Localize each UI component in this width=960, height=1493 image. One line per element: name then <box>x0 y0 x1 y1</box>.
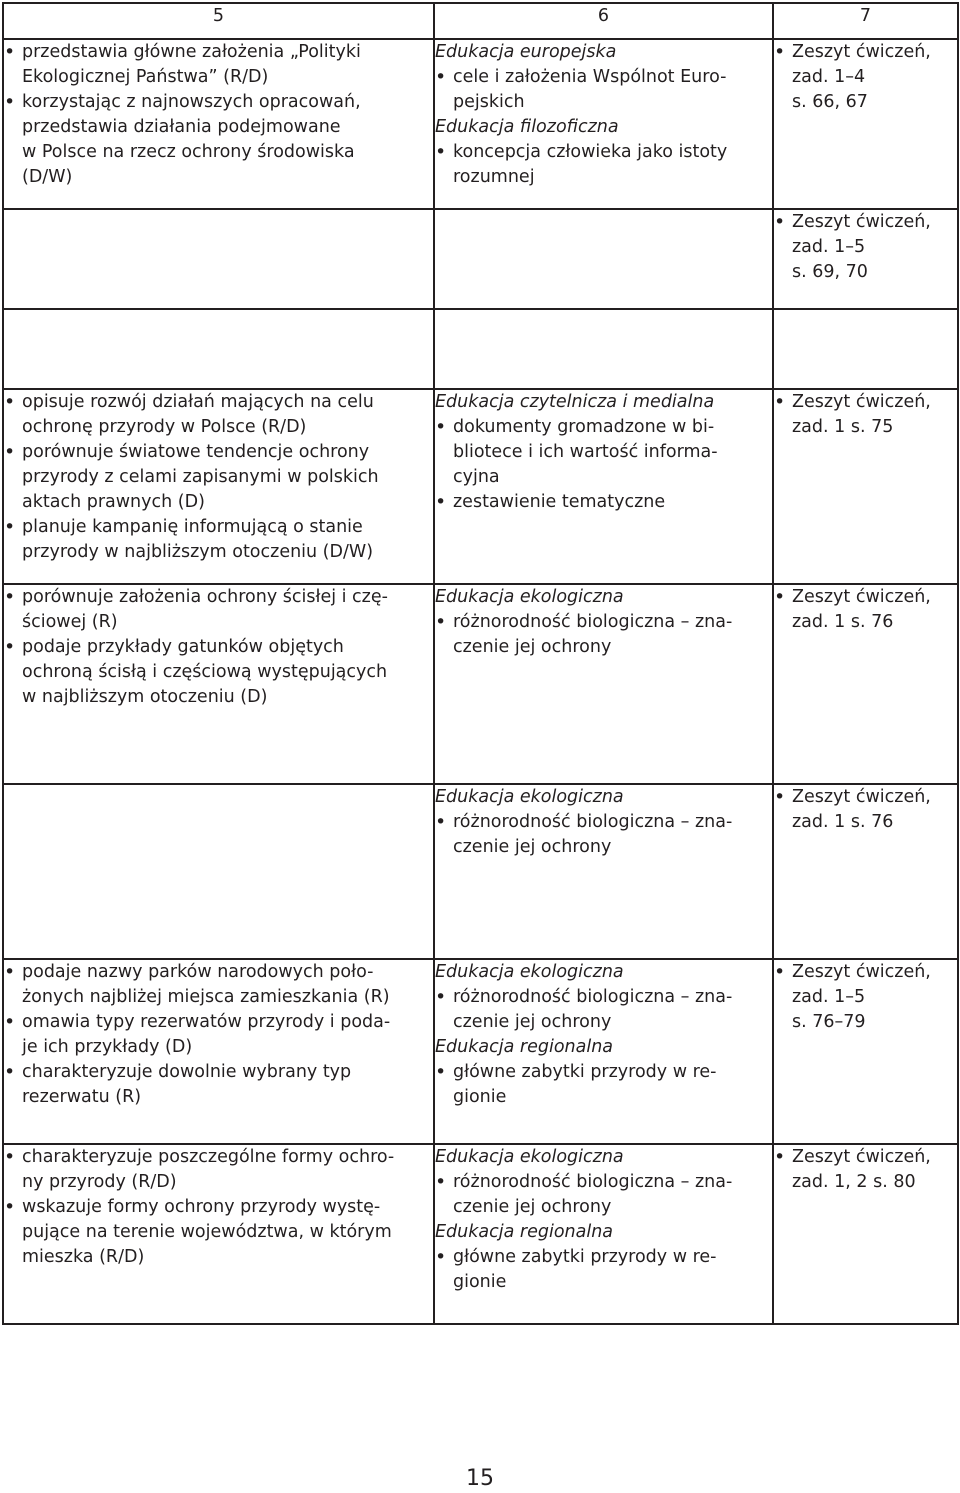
cross-curricular-cell <box>434 39 773 209</box>
achievements-cell <box>3 1144 434 1324</box>
header-row <box>3 3 958 39</box>
achievement-item <box>4 1145 433 1195</box>
material-item <box>774 40 957 115</box>
cross-item <box>435 985 772 1035</box>
cross-item-text: główne zabytki przyrody w re- gionie <box>453 1062 717 1107</box>
table-row <box>3 209 958 309</box>
cross-item-text: różnorodność biologiczna – zna- czenie jej ochrony <box>453 987 733 1032</box>
cross-curricular-cell <box>434 209 773 309</box>
cross-item <box>435 140 772 190</box>
achievements-cell <box>3 959 434 1144</box>
table-row <box>3 959 958 1144</box>
material-item-text: Zeszyt ćwiczeń, zad. 1 s. 76 <box>792 787 931 832</box>
cross-item-text: różnorodność biologiczna – zna- czenie jej ochrony <box>453 1172 733 1217</box>
education-path-title: Edukacja regionalna <box>435 1222 614 1242</box>
material-item <box>774 585 957 635</box>
bullet-icon: • <box>435 1061 447 1083</box>
cross-item <box>435 810 772 860</box>
bullet-icon: • <box>4 91 16 113</box>
table-row <box>3 39 958 209</box>
education-path-title: Edukacja europejska <box>435 42 617 62</box>
cross-item <box>435 1060 772 1110</box>
achievements-cell <box>3 389 434 584</box>
bullet-icon: • <box>4 391 16 413</box>
bullet-icon: • <box>4 636 16 658</box>
bullet-icon: • <box>774 41 786 63</box>
achievements-cell <box>3 584 434 784</box>
bullet-icon: • <box>435 611 447 633</box>
achievement-item-text: podaje przykłady gatunków objętych ochroną ścisłą i częściową występujących w najbliższym otoczeniu (D) <box>22 637 388 707</box>
achievement-item-text: omawia typy rezerwatów przyrody i poda- je ich przykłady (D) <box>22 1012 391 1057</box>
achievement-item-text: porównuje światowe tendencje ochrony przyrody z celami zapisanymi w polskich aktach prawnych (D) <box>22 442 379 512</box>
material-item-text: Zeszyt ćwiczeń, zad. 1–5 s. 76–79 <box>792 962 931 1032</box>
materials-cell <box>773 584 958 784</box>
bullet-icon: • <box>4 1196 16 1218</box>
achievements-cell <box>3 784 434 959</box>
education-path-title: Edukacja ekologiczna <box>435 587 624 607</box>
achievement-item <box>4 960 433 1010</box>
material-item <box>774 960 957 1035</box>
achievement-item <box>4 440 433 515</box>
cross-curricular-cell <box>434 584 773 784</box>
achievement-item <box>4 1010 433 1060</box>
bullet-icon: • <box>435 1171 447 1193</box>
achievement-item <box>4 635 433 710</box>
achievement-item-text: charakteryzuje poszczególne formy ochro- ny przyrody (R/D) <box>22 1147 395 1192</box>
cross-item-text: różnorodność biologiczna – zna- czenie jej ochrony <box>453 612 733 657</box>
column-header-5: 5 <box>3 3 434 39</box>
cross-item <box>435 490 772 515</box>
bullet-icon: • <box>774 391 786 413</box>
bullet-icon: • <box>435 1246 447 1268</box>
material-item <box>774 785 957 835</box>
bullet-icon: • <box>435 416 447 438</box>
cross-item <box>435 610 772 660</box>
column-header-6: 6 <box>434 3 773 39</box>
education-path-title: Edukacja ekologiczna <box>435 787 624 807</box>
cross-item-text: cele i założenia Wspólnot Euro- pejskich <box>453 67 727 112</box>
cross-item-text: główne zabytki przyrody w re- gionie <box>453 1247 717 1292</box>
materials-cell <box>773 784 958 959</box>
bullet-icon: • <box>4 1011 16 1033</box>
achievement-item <box>4 1060 433 1110</box>
education-path-title: Edukacja regionalna <box>435 1037 614 1057</box>
table-row <box>3 389 958 584</box>
achievement-item-text: charakteryzuje dowolnie wybrany typ rezerwatu (R) <box>22 1062 352 1107</box>
cross-item <box>435 415 772 490</box>
achievement-item-text: porównuje założenia ochrony ścisłej i czę- ściowej (R) <box>22 587 388 632</box>
materials-cell <box>773 309 958 389</box>
education-path-title: Edukacja filozoficzna <box>435 117 619 137</box>
material-item-text: Zeszyt ćwiczeń, zad. 1 s. 75 <box>792 392 931 437</box>
cross-item <box>435 1170 772 1220</box>
achievement-item <box>4 90 433 190</box>
achievement-item-text: wskazuje formy ochrony przyrody wystę- pujące na terenie województwa, w którym mieszka (R/D) <box>22 1197 392 1267</box>
achievement-item-text: korzystając z najnowszych opracowań, przedstawia działania podejmowane w Polsce na rzecz ochrony środowiska (D/W) <box>22 92 361 187</box>
bullet-icon: • <box>4 1061 16 1083</box>
achievements-cell <box>3 309 434 389</box>
cross-curricular-cell <box>434 784 773 959</box>
bullet-icon: • <box>774 586 786 608</box>
bullet-icon: • <box>774 961 786 983</box>
bullet-icon: • <box>435 491 447 513</box>
bullet-icon: • <box>774 1146 786 1168</box>
cross-item-text: koncepcja człowieka jako istoty rozumnej <box>453 142 728 187</box>
table-row <box>3 584 958 784</box>
achievement-item-text: opisuje rozwój działań mających na celu ochronę przyrody w Polsce (R/D) <box>22 392 374 437</box>
bullet-icon: • <box>774 211 786 233</box>
bullet-icon: • <box>4 441 16 463</box>
bullet-icon: • <box>435 811 447 833</box>
material-item-text: Zeszyt ćwiczeń, zad. 1–4 s. 66, 67 <box>792 42 931 112</box>
table-body <box>3 39 958 1324</box>
achievements-cell <box>3 209 434 309</box>
bullet-icon: • <box>435 986 447 1008</box>
cross-curricular-cell <box>434 309 773 389</box>
achievements-cell <box>3 39 434 209</box>
cross-item-text: różnorodność biologiczna – zna- czenie jej ochrony <box>453 812 733 857</box>
table-row <box>3 784 958 959</box>
bullet-icon: • <box>4 1146 16 1168</box>
page-number: 15 <box>466 1466 494 1491</box>
achievement-item-text: przedstawia główne założenia „Polityki Ekologicznej Państwa” (R/D) <box>22 42 361 87</box>
bullet-icon: • <box>435 66 447 88</box>
cross-item <box>435 1245 772 1295</box>
cross-curricular-cell <box>434 959 773 1144</box>
materials-cell <box>773 39 958 209</box>
bullet-icon: • <box>4 961 16 983</box>
achievement-item <box>4 515 433 565</box>
table-row <box>3 1144 958 1324</box>
materials-cell <box>773 1144 958 1324</box>
materials-cell <box>773 389 958 584</box>
achievement-item <box>4 40 433 90</box>
achievement-item <box>4 1195 433 1270</box>
bullet-icon: • <box>4 516 16 538</box>
achievement-item <box>4 585 433 635</box>
bullet-icon: • <box>435 141 447 163</box>
material-item-text: Zeszyt ćwiczeń, zad. 1 s. 76 <box>792 587 931 632</box>
curriculum-table <box>2 2 959 1325</box>
material-item <box>774 390 957 440</box>
education-path-title: Edukacja ekologiczna <box>435 962 624 982</box>
bullet-icon: • <box>4 586 16 608</box>
material-item <box>774 1145 957 1195</box>
education-path-title: Edukacja czytelnicza i medialna <box>435 392 715 412</box>
column-header-7: 7 <box>773 3 958 39</box>
materials-cell <box>773 209 958 309</box>
cross-curricular-cell <box>434 389 773 584</box>
cross-item-text: dokumenty gromadzone w bi- bliotece i ich wartość informa- cyjna <box>453 417 718 487</box>
bullet-icon: • <box>4 41 16 63</box>
cross-item-text: zestawienie tematyczne <box>453 492 666 512</box>
table-row <box>3 309 958 389</box>
material-item-text: Zeszyt ćwiczeń, zad. 1–5 s. 69, 70 <box>792 212 931 282</box>
achievement-item <box>4 390 433 440</box>
education-path-title: Edukacja ekologiczna <box>435 1147 624 1167</box>
cross-item <box>435 65 772 115</box>
bullet-icon: • <box>774 786 786 808</box>
cross-curricular-cell <box>434 1144 773 1324</box>
material-item-text: Zeszyt ćwiczeń, zad. 1, 2 s. 80 <box>792 1147 931 1192</box>
achievement-item-text: planuje kampanię informującą o stanie przyrody w najbliższym otoczeniu (D/W) <box>22 517 374 562</box>
achievement-item-text: podaje nazwy parków narodowych poło- żonych najbliżej miejsca zamieszkania (R) <box>22 962 390 1007</box>
material-item <box>774 210 957 285</box>
materials-cell <box>773 959 958 1144</box>
